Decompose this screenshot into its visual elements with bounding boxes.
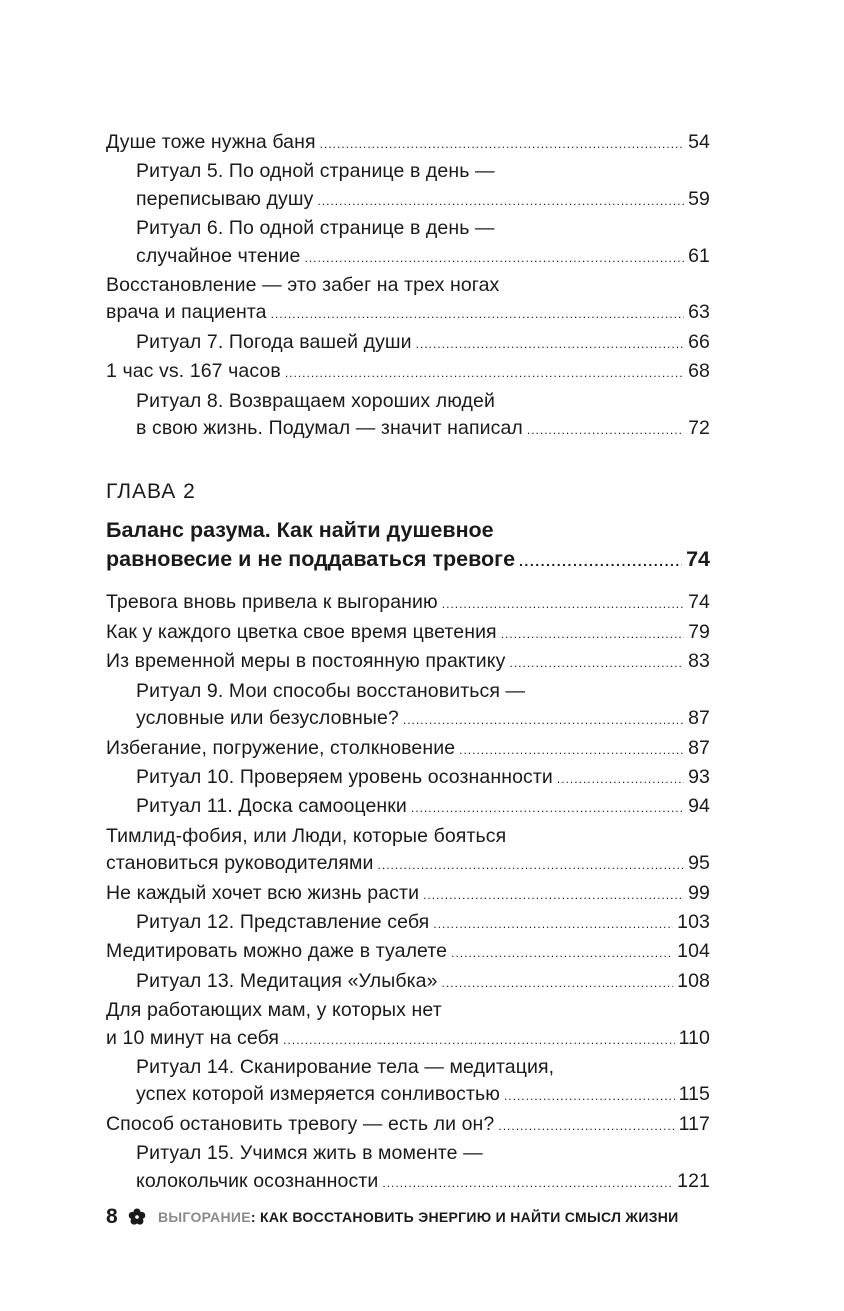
toc-entry[interactable] (106, 997, 710, 1054)
dot-leader (459, 737, 684, 764)
dot-leader (304, 245, 684, 272)
dot-leader (433, 911, 673, 938)
toc-page-number: 115 (678, 1083, 710, 1106)
flower-icon (128, 1208, 146, 1226)
toc-page-number: 87 (688, 736, 710, 759)
toc-entry-text: Ритуал 15. Учимся жить в моменте — (136, 1142, 483, 1165)
toc-page-number: 104 (677, 940, 710, 963)
toc-entry-text: Тимлид-фобия, или Люди, которые бояться (106, 824, 507, 847)
toc-page-number: 99 (688, 881, 710, 904)
toc-entry-text: Ритуал 14. Сканирование тела — медитация, (136, 1055, 555, 1078)
toc-entry-text: успех которой измеряется сонливостью (136, 1083, 500, 1106)
dot-leader (510, 650, 685, 677)
toc-entry-text: в свою жизнь. Подумал — значит написал (136, 417, 523, 440)
toc-entry-text: Избегание, погружение, столкновение (106, 736, 456, 759)
toc-page-number: 95 (688, 852, 710, 875)
toc-subentry[interactable] (106, 215, 710, 272)
toc-page-number: 63 (688, 301, 710, 324)
toc-page-number: 79 (688, 620, 710, 643)
toc-entry-text: Ритуал 9. Мои способы восстановиться — (136, 679, 526, 702)
dot-leader (411, 795, 684, 822)
toc-subentry[interactable] (106, 968, 710, 997)
dot-leader (283, 1027, 675, 1054)
toc-subentry[interactable] (106, 158, 710, 215)
toc-entry-text: Способ остановить тревогу — есть ли он? (106, 1112, 495, 1135)
toc-subentry[interactable] (106, 793, 710, 822)
toc-subentry[interactable] (106, 909, 710, 938)
chapter-page-number: 74 (686, 546, 710, 571)
toc-entry-text: Ритуал 12. Представление себя (136, 910, 430, 933)
dot-leader (423, 882, 684, 909)
toc-page-number: 83 (688, 650, 710, 673)
dot-leader (501, 621, 684, 648)
toc-entry-text: Медитировать можно даже в туалете (106, 940, 448, 963)
toc-subentry[interactable] (106, 764, 710, 793)
chapter-label: ГЛАВА 2 (106, 480, 196, 504)
running-footer (106, 1205, 710, 1229)
dot-leader (320, 131, 684, 158)
dot-leader (317, 188, 684, 215)
toc-entry-text: Ритуал 10. Проверяем уровень осознанности (136, 765, 553, 788)
toc-entry-text: Тревога вновь привела к выгоранию (106, 591, 438, 614)
toc-page-number: 61 (688, 244, 710, 267)
toc-entry[interactable] (106, 735, 710, 764)
toc-entry[interactable] (106, 1111, 710, 1140)
toc-entry-text: и 10 минут на себя (106, 1026, 280, 1049)
dot-leader (285, 360, 684, 387)
toc-subentry[interactable] (106, 1054, 710, 1111)
toc-subentry[interactable] (106, 388, 710, 445)
toc-entry-text: условные или безусловные? (136, 707, 399, 730)
toc-page-number: 66 (688, 330, 710, 353)
dot-leader (382, 1170, 673, 1197)
page-number: 8 (106, 1205, 118, 1228)
toc-entry-text: Не каждый хочет всю жизнь расти (106, 881, 420, 904)
toc-section-bottom (106, 589, 710, 1197)
toc-subentry[interactable] (106, 678, 710, 735)
toc-page-number: 54 (688, 131, 710, 153)
toc-page-number: 59 (688, 187, 710, 210)
toc-page-number: 93 (688, 765, 710, 788)
dot-leader (519, 547, 682, 576)
toc-entry[interactable] (106, 938, 710, 967)
dot-leader (527, 417, 684, 444)
dot-leader (403, 707, 684, 734)
toc-page-number: 108 (677, 969, 710, 992)
toc-entry[interactable] (106, 823, 710, 880)
toc-entry[interactable] (106, 648, 710, 677)
chapter-title[interactable] (106, 516, 710, 575)
dot-leader (557, 766, 684, 793)
chapter-title-line-2: равновесие и не поддаваться тревоге (106, 546, 516, 571)
toc-page-number: 72 (688, 417, 710, 440)
toc-entry-text: Из временной меры в постоянную практику (106, 650, 506, 673)
toc-entry-text: Ритуал 13. Медитация «Улыбка» (136, 969, 438, 992)
book-title: ВЫГОРАНИЕ (157, 1209, 251, 1225)
toc-entry-text: Ритуал 8. Возвращаем хороших людей (136, 389, 495, 412)
toc-entry-text: Ритуал 5. По одной странице в день — (136, 160, 495, 183)
toc-entry-text: Как у каждого цветка свое время цветения (106, 620, 497, 643)
book-subtitle: : КАК ВОССТАНОВИТЬ ЭНЕРГИЮ И НАЙТИ СМЫСЛ ЖИЗНИ (250, 1209, 679, 1225)
dot-leader (271, 301, 685, 328)
toc-entry[interactable] (106, 589, 710, 618)
toc-entry-text: становиться руководителями (106, 852, 374, 875)
chapter-title-line-1: Баланс разума. Как найти душевное (106, 518, 494, 543)
dot-leader (498, 1113, 674, 1140)
toc-page-number: 94 (688, 795, 710, 818)
toc-page-number: 121 (677, 1169, 710, 1192)
toc-entry-text: 1 час vs. 167 часов (106, 360, 281, 383)
toc-page-number: 103 (677, 910, 710, 933)
toc-entry[interactable] (106, 358, 710, 387)
toc-entry-text: колокольчик осознанности (136, 1169, 379, 1192)
toc-subentry[interactable] (106, 329, 710, 358)
toc-page-number: 117 (678, 1112, 710, 1135)
toc-entry-text: Ритуал 7. Погода вашей души (136, 330, 412, 353)
toc-entry-text: Душе тоже нужна баня (106, 131, 316, 153)
table-of-contents (106, 129, 710, 1197)
toc-entry-text: Ритуал 6. По одной странице в день — (136, 217, 495, 240)
toc-page-number: 110 (678, 1026, 710, 1049)
dot-leader (378, 852, 685, 879)
toc-entry[interactable] (106, 129, 710, 158)
toc-entry-text: случайное чтение (136, 244, 301, 267)
toc-entry-text: Для работающих мам, у которых нет (106, 999, 442, 1022)
toc-entry[interactable] (106, 880, 710, 909)
toc-subentry[interactable] (106, 1140, 710, 1197)
dot-leader (442, 970, 674, 997)
toc-entry-text: врача и пациента (106, 301, 267, 324)
toc-section-top (106, 129, 710, 444)
toc-page-number: 68 (688, 360, 710, 383)
dot-leader (451, 940, 673, 967)
toc-page-number: 74 (688, 591, 710, 614)
toc-entry-text: Восстановление — это забег на трех ногах (106, 274, 500, 297)
toc-entry-text: переписываю душу (136, 187, 314, 210)
dot-leader (416, 331, 684, 358)
dot-leader (504, 1083, 675, 1110)
dot-leader (442, 591, 684, 618)
toc-entry[interactable] (106, 272, 710, 329)
toc-entry-text: Ритуал 11. Доска самооценки (136, 795, 407, 818)
toc-page-number: 87 (688, 707, 710, 730)
toc-entry[interactable] (106, 619, 710, 648)
